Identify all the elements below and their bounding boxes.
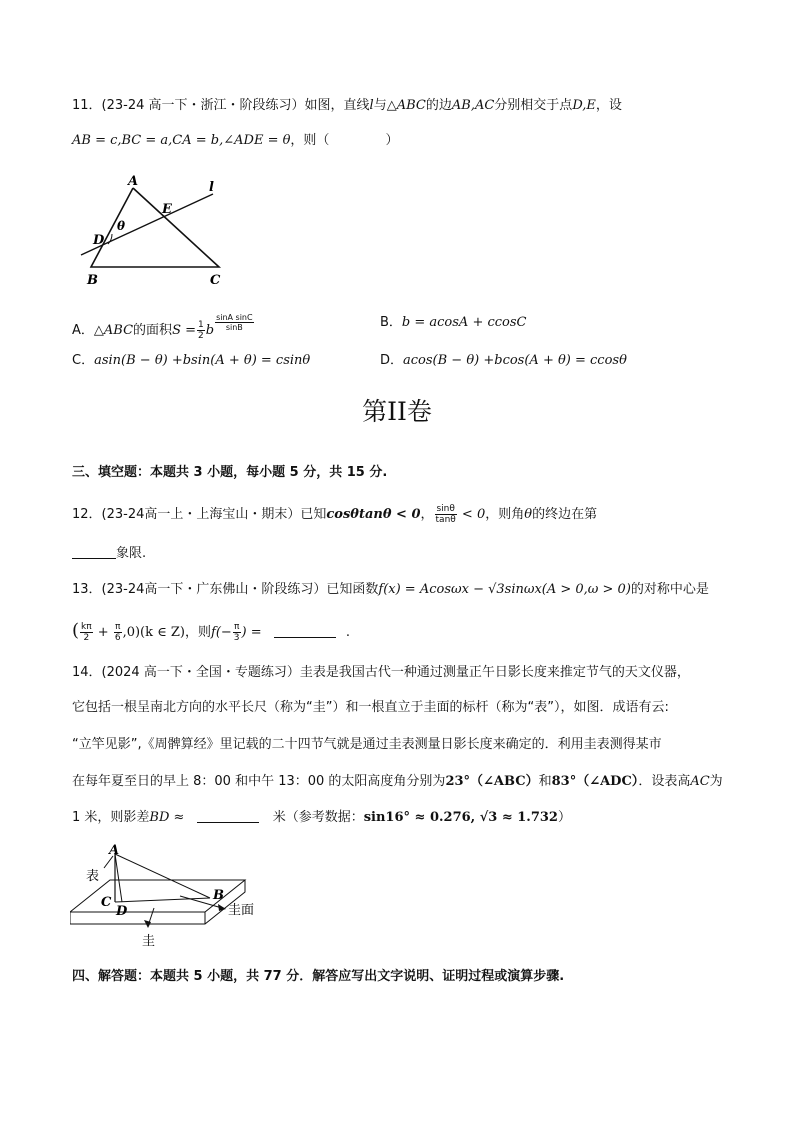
- section-title: 第II卷: [362, 397, 432, 426]
- q12-line2: 象限.: [72, 544, 146, 564]
- part4-heading: 四、解答题：本题共 5 小题，共 77 分．解答应写出文字说明、证明过程或演算步骤.: [72, 969, 565, 984]
- label-C: C: [210, 273, 221, 288]
- label-biao: 表: [86, 869, 100, 884]
- ray-ad: [115, 854, 122, 902]
- fraction-pi-3: $\frac{\pi}{3}$: [233, 622, 240, 643]
- fraction-pi-6: $\frac{\pi}{6}$: [114, 622, 121, 643]
- fraction-kpi-2: $\frac{k\pi}{2}$: [81, 622, 92, 643]
- label-C: C: [101, 895, 112, 910]
- q14-line5: 1 米，则影差BD ≈ 米（参考数据：sin16° ≈ 0.276, √3 ≈ 1.732）: [72, 810, 571, 825]
- q11-option-d: D．acos(B − θ) +bcos(A + θ) = ccosθ: [380, 353, 627, 368]
- q11-line2: AB = c,BC = a,CA = b,∠ADE = θ，则（ ）: [72, 133, 399, 148]
- label-guimian: 圭面: [228, 903, 255, 918]
- ray-ab: [115, 854, 210, 898]
- label-A: A: [109, 843, 120, 858]
- label-A: A: [128, 174, 139, 189]
- label-l: l: [209, 180, 214, 195]
- fraction-half: $\frac{1}{2}$: [198, 320, 204, 341]
- q12-answer-blank[interactable]: [72, 544, 116, 559]
- q11-line1: 11．(23-24 高一下・浙江・阶段练习）如图，直线l与△ABC的边AB,AC分别相交于点D,E，设: [72, 98, 622, 113]
- label-D: D: [116, 904, 128, 919]
- label-D: D: [93, 233, 105, 248]
- guimian-pointer-arrowhead: [218, 904, 226, 911]
- q14-guibiao-figure: [70, 842, 270, 950]
- q13-line1: 13．(23-24高一下・广东佛山・阶段练习）已知函数f(x) = Acosωx − √3sinωx(A > 0,ω > 0)的对称中心是: [72, 582, 709, 597]
- q11-option-b: B．b = acosA + ccosC: [380, 315, 527, 330]
- label-B: B: [87, 273, 98, 288]
- q14-answer-blank[interactable]: [197, 808, 259, 823]
- q11-triangle-figure: [76, 170, 236, 290]
- part3-heading: 三、填空题：本题共 3 小题，每小题 5 分，共 15 分.: [72, 465, 388, 480]
- q11-option-a: A．△ABC的面积S = $\frac{1}{2}$ b $\frac{\text{sinA sinC}}{\sin B}$: [72, 313, 253, 341]
- q12-line1: 12．(23-24高一上・上海宝山・期末）已知cosθtanθ < 0， $\frac{\sin\theta}{\tan\theta}$ < 0，则角θ的终边在第: [72, 504, 598, 525]
- q14-line4: 在每年夏至日的早上 8：00 和中午 13：00 的太阳高度角分别为23°（∠ABC）和83°（∠ADC）．设表高AC为: [72, 774, 723, 789]
- label-B: B: [213, 888, 224, 903]
- fraction-sin-tan: $\frac{\sin\theta}{\tan\theta}$: [435, 504, 456, 525]
- q14-line1: 14．(2024 高一下・全国・专题练习）圭表是我国古代一种通过测量正午日影长度来推定节气的天文仪器，: [72, 665, 690, 680]
- fraction-exponent: $\frac{\text{sinA sinC}}{\sin B}$: [216, 313, 253, 332]
- label-theta: θ: [117, 219, 126, 233]
- label-E: E: [162, 202, 172, 217]
- q13-line2: ( $\frac{k\pi}{2}$ + $\frac{\pi}{6}$ ,0)(k ∈ Z)，则f(− $\frac{\pi}{3}$ ) = .: [72, 620, 351, 643]
- q11-option-c: C．asin(B − θ) +bsin(A + θ) = csinθ: [72, 353, 311, 368]
- q14-line2: 它包括一根呈南北方向的水平长尺（称为“圭”）和一根直立于圭面的标杆（称为“表”），如图．成语有云:: [72, 700, 669, 715]
- q14-line3: “立竿见影”,《周髀算经》里记载的二十四节气就是通过圭表测量日影长度来确定的．利用圭表测得某市: [72, 737, 662, 752]
- label-gui: 圭: [142, 934, 156, 949]
- q13-answer-blank[interactable]: [274, 623, 336, 638]
